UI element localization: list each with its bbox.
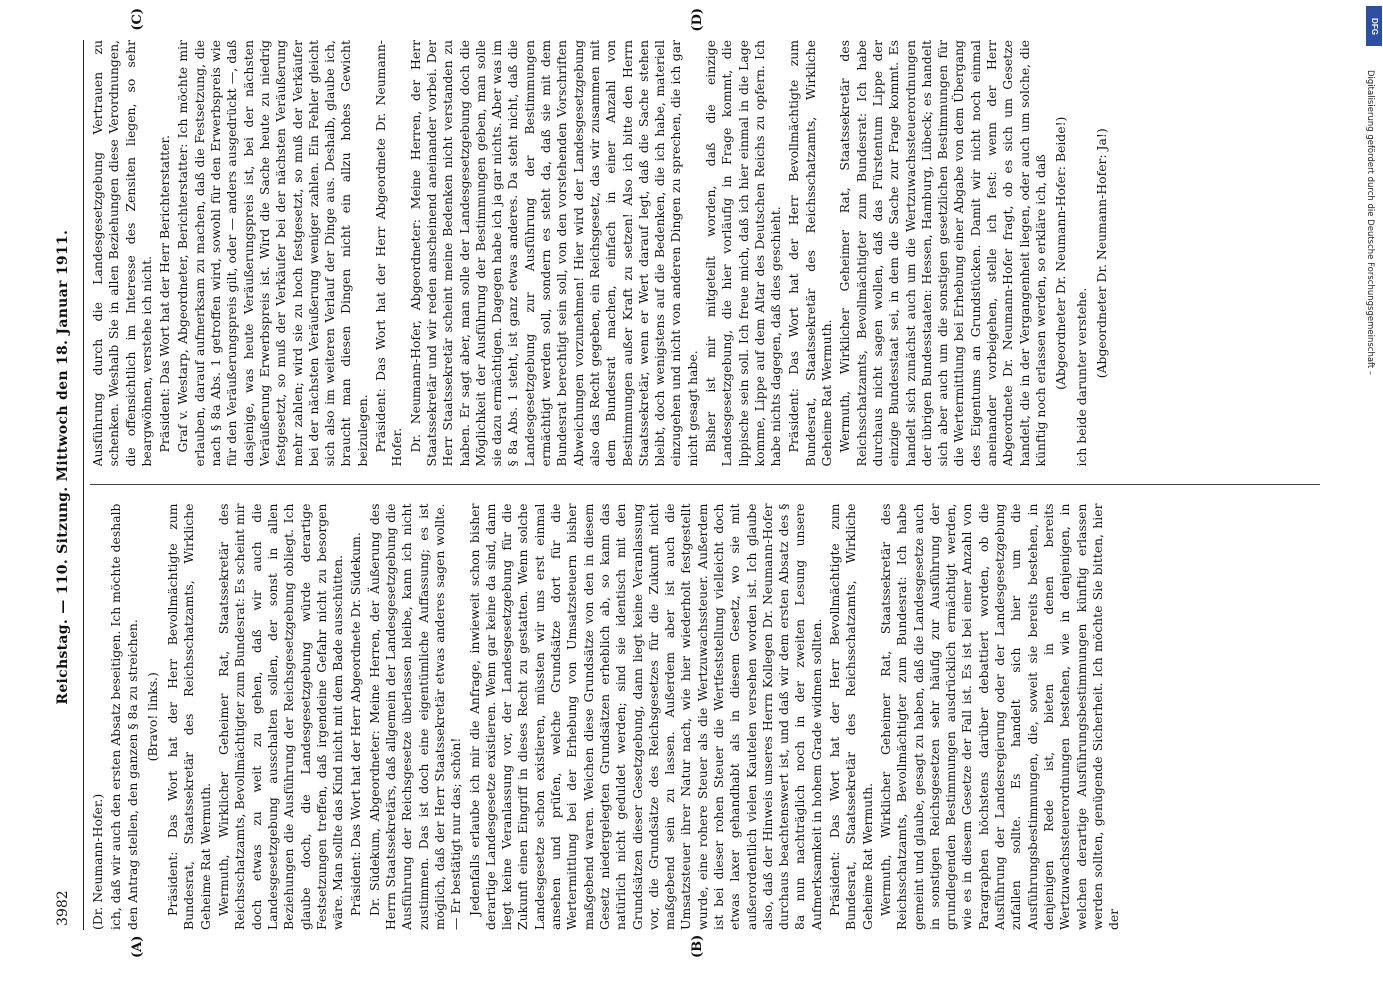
page-header <box>55 40 84 930</box>
paragraph: Wermuth, Wirklicher Geheimer Rat, Staatssekretär des Reichsschatzamts, Bevollmächtigter zum Bundesrat: Ich habe gemeint und glaube, gesagt zu haben, daß die Landesgesetze auch in sonstigen Reichsgesetzen sehr häufig zur Ausführung der grundlegenden Bestimmungen ausdrücklich ermächtigt werden, wie es in diesem Gesetze der Fall ist. Es ist bei einer Anzahl von Paragraphen höchstens darüber debattiert worden, ob die Ausführung der Landesregierung oder der Landesgesetzgebung zufallen sollte. Es handelt sich hier um die Ausführungsbestimmungen, die, soweit sie bereits bestehen, in denjenigen Rede ist, bieten in denen bereits Wertzuwachssteuerordnungen bestehen, wie in denjenigen, in welchen derartige Ausführungsbestimmungen künftig erlassen werden sollten, genügende Sicherheit. Ich möchte Sie bitten, hier der <box>877 503 1122 930</box>
interjection: (Abgeordneter Dr. Neumann-Hofer: Ja!) <box>1093 128 1109 379</box>
paragraph: Präsident: Das Wort hat der Herr Abgeordnete Dr. Neumann-Hofer. <box>373 40 405 467</box>
speaker-note: (Dr. Neumann-Hofer.) <box>90 793 105 930</box>
paragraph: Jedenfalls erlaube ich mir die Anfrage, inwieweit schon bisher derartige Landesgesetze existieren. Wenn gar keine da sind, dann liegt keine Veranlassung vor, der Landesgesetzgebung für die Zukunft einen Eingriff in dieses Recht zu gestatten. Wenn solche Landesgesetze schon existieren, müssten wir uns erst einmal ansehen und prüfen, welche Grundsätze dort für die Wertermittlung bei der Erhebung von Umsatzsteuern bisher maßgebend waren. Weichen diese Grundsätze von den in diesem Gesetz niedergelegten Grundsätzen erheblich ab, so kann das natürlich nicht geduldet werden; sind sie identisch mit den Grundsätzen dieser Gesetzgebung, dann liegt keine Veranlassung vor, die Grundsätze des Reichsgesetzes für die Zukunft nicht maßgebend sein zu lassen. Außerdem aber ist auch die Umsatzsteuer ihrer Natur nach, wie hier wiederholt festgestellt wurde, eine rohere Steuer als die Wertzuwachssteuer. Außerdem ist bei dieser rohen Steuer die Wertfeststellung vielleicht doch etwas laxer gehandhabt als in diesem Gesetz, wo sie mit außerordentlich vielen Kautelen versehen worden ist. Ich glaube also, daß der Hinweis unseres Herrn Kollegen Dr. Neumann-Hofer durchaus beachtenswert ist, und daß wir dem ersten Absatz des § 8a nun nachträglich noch in der zweiten Lesung unsere Aufmerksamkeit in hohem Grade widmen sollten. <box>466 503 824 930</box>
paragraph: Präsident: Das Wort hat der Herr Bevollmächtigte zum Bundesrat, Staatssekretär des Reichsschatzamts, Wirkliche Geheime Rat Wermuth. <box>165 503 213 930</box>
interjection: (Abgeordneter Dr. Neumann-Hofer: Beide!) <box>1053 116 1069 390</box>
text-columns <box>90 8 1320 958</box>
digitization-credit <box>1361 10 1377 990</box>
paragraph: Wermuth, Wirklicher Geheimer Rat, Staatssekretär des Reichsschatzamts, Bevollmächtigter zum Bundesrat: Ich habe durchaus nicht sagen wollen, daß das Fürstentum Lippe der einzige Bundesstaat sei, in dem die Sache zur Frage kommt. Es handelt sich zunächst auch um die Wertzuwachssteuerordnungen der übrigen Bundesstaaten: Hessen, Hamburg, Lübeck; es handelt sich aber auch um die sonstigen gesetzlichen Bestimmungen für die Wertermittlung bei Erhebung einer Abgabe von dem Übergang des Eigentums an Grundstücken. Damit wir nicht noch einmal aneinander vorbeigehen, stelle ich fest: wenn der Herr Abgeordnete Dr. Neumann-Hofer fragt, ob es sich um Gesetze handelt, die in der Vergangenheit liegen, oder auch um solche, die künftig noch erlassen werden, so erkläre ich, daß <box>837 40 1048 467</box>
paragraph: Ausführung durch die Landesgesetzgebung Vertrauen zu schenken. Weshalb Sie in allen Beziehungen diese Verordnungen, die offensichtlich im Interesse des Zensiten liegen, so sehr beargwöhnen, verstehe ich nicht. <box>90 40 154 467</box>
paragraph: Präsident: Das Wort hat der Herr Bevollmächtigte zum Bundesrat, Staatssekretär des Reichsschatzamts, Wirkliche Geheime Rat Wermuth. <box>786 40 835 467</box>
credit-text: Digitalisierung gefördert durch die Deutsche Forschungsgemeinschaft – <box>1365 70 1375 376</box>
paragraph: Bisher ist mir mitgeteilt worden, daß die einzige Landesgesetzgebung, die hier vorläufig in Frage kommt, die lippische sein soll. Ich freue mich, daß ich hier einmal in die Lage komme, Lippe auf dem Altar des Deutschen Reichs zu opfern. Ich habe nichts dagegen, daß dies geschieht. <box>702 40 784 467</box>
paragraph: ich, daß wir auch den ersten Absatz beseitigen. Ich möchte deshalb den Antrag stellen, den ganzen § 8a zu streichen. <box>108 503 140 930</box>
margin-marker-c: (C) <box>130 8 145 31</box>
column-divider <box>90 485 1320 486</box>
page-title: Reichstag. — 110. Sitzung. Mittwoch den 18. Januar 1911. <box>55 229 71 705</box>
dfg-logo <box>1366 6 1382 46</box>
paragraph: Präsident: Das Wort hat der Herr Berichterstatter. <box>157 135 173 453</box>
interjection: (Bravo! links.) <box>144 672 160 762</box>
paragraph: Dr. Neumann-Hofer, Abgeordneter: Meine Herren, der Herr Staatssekretär und wir reden anscheinend aneinander vorbei. Der Herr Staatssekretär scheint meine Bedenken nicht verstanden zu haben. Er sagt aber, man solle der Landesgesetzgebung doch die Möglichkeit der Ausführung der Bestimmungen geben, man solle sie dazu ermächtigen. Dagegen habe ich ja gar nichts. Aber was im § 8a Abs. 1 steht, ist ganz etwas anderes. Da steht nicht, daß die Landesgesetzgebung zur Ausführung der Bestimmungen ermächtigt werden soll, sondern es steht da, daß sie mit dem Bundesrat berechtigt sein soll, von den vorstehenden Vorschriften Abweichungen vorzunehmen! Hier wird der Landesgesetzgebung also das Recht gegeben, ein Reichsgesetz, das wir zusammen mit dem Bundesrat machen, einfach in einer Anzahl von Bestimmungen außer Kraft zu setzen! Also ich bitte den Herrn Staatssekretär, wenn er Wert darauf legt, daß die Sache stehen bleibt, doch wenigstens auf die Bedenken, die ich habe, materiell einzugehen und nicht von anderen Dingen zu sprechen, die ich gar nicht gesagt habe. <box>407 40 700 467</box>
paragraph: Wermuth, Wirklicher Geheimer Rat, Staatssekretär des Reichsschatzamts, Bevollmächtigter zum Bundesrat: Es scheint mir doch etwas zu weit zu gehen, daß wir auch die Landesgesetzgebung ausschalten sollen, der sonst in allen Beziehungen die Ausführung der Reichsgesetzgebung obliegt. Ich glaube doch, die Landesgesetzgebung würde derartige Festsetzungen treffen, daß irgendeine Gefahr nicht zu besorgen wäre. Man sollte das Kind nicht mit dem Bade ausschütten. <box>216 503 346 930</box>
dfg-logo-text: DFG <box>1369 17 1379 35</box>
margin-marker-d: (D) <box>690 8 705 32</box>
paragraph: Präsident: Das Wort hat der Herr Abgeordnete Dr. Südekum. <box>348 532 364 916</box>
margin-marker-a: (A) <box>130 935 145 958</box>
page-number: 3982 <box>55 890 71 926</box>
paragraph: ich beide darunter verstehe. <box>1073 287 1089 467</box>
paragraph: Präsident: Das Wort hat der Herr Bevollmächtigte zum Bundesrat, Staatssekretär des Reichsschatzamts, Wirkliche Geheime Rat Wermuth. <box>827 503 875 930</box>
left-column <box>90 504 1320 931</box>
margin-marker-b: (B) <box>690 934 705 958</box>
right-column <box>90 40 1320 467</box>
paragraph: Graf v. Westarp, Abgeordneter, Berichterstatter: Ich möchte mir erlauben, darauf aufmerksam zu machen, daß die Festsetzung, die nach § 8a Abs. 1 getroffen wird, sowohl für den Erwerbspreis wie für den Veräußerungspreis gilt, oder — anders ausgedrückt —, daß dasjenige, was heute Veräußerungspreis ist, bei der nächsten Veräußerung Erwerbspreis ist. Wird die Sache heute zu niedrig festgesetzt, so muß der Verkäufer bei der nächsten Veräußerung mehr zahlen; wird sie zu hoch festgesetzt, so muß der Verkäufer bei der nächsten Veräußerung weniger zahlen. Ein Fehler gleicht sich also im weiteren Verlauf der Dinge aus. Deshalb, glaube ich, braucht man diesen Dingen nicht ein allzu hohes Gewicht beizulegen. <box>175 40 370 467</box>
paragraph: Dr. Südekum, Abgeordneter: Meine Herren, der Äußerung des Herrn Staatssekretärs, daß allgemein der Landesgesetzgebung die Ausführung der Reichsgesetze überlassen bleibe, kann ich nicht zustimmen. Das ist doch eine eigentümliche Auffassung; es ist möglich, daß der Herr Staatssekretär etwas anderes sagen wollte. — Er bestätigt nur das; schön! <box>366 503 464 930</box>
